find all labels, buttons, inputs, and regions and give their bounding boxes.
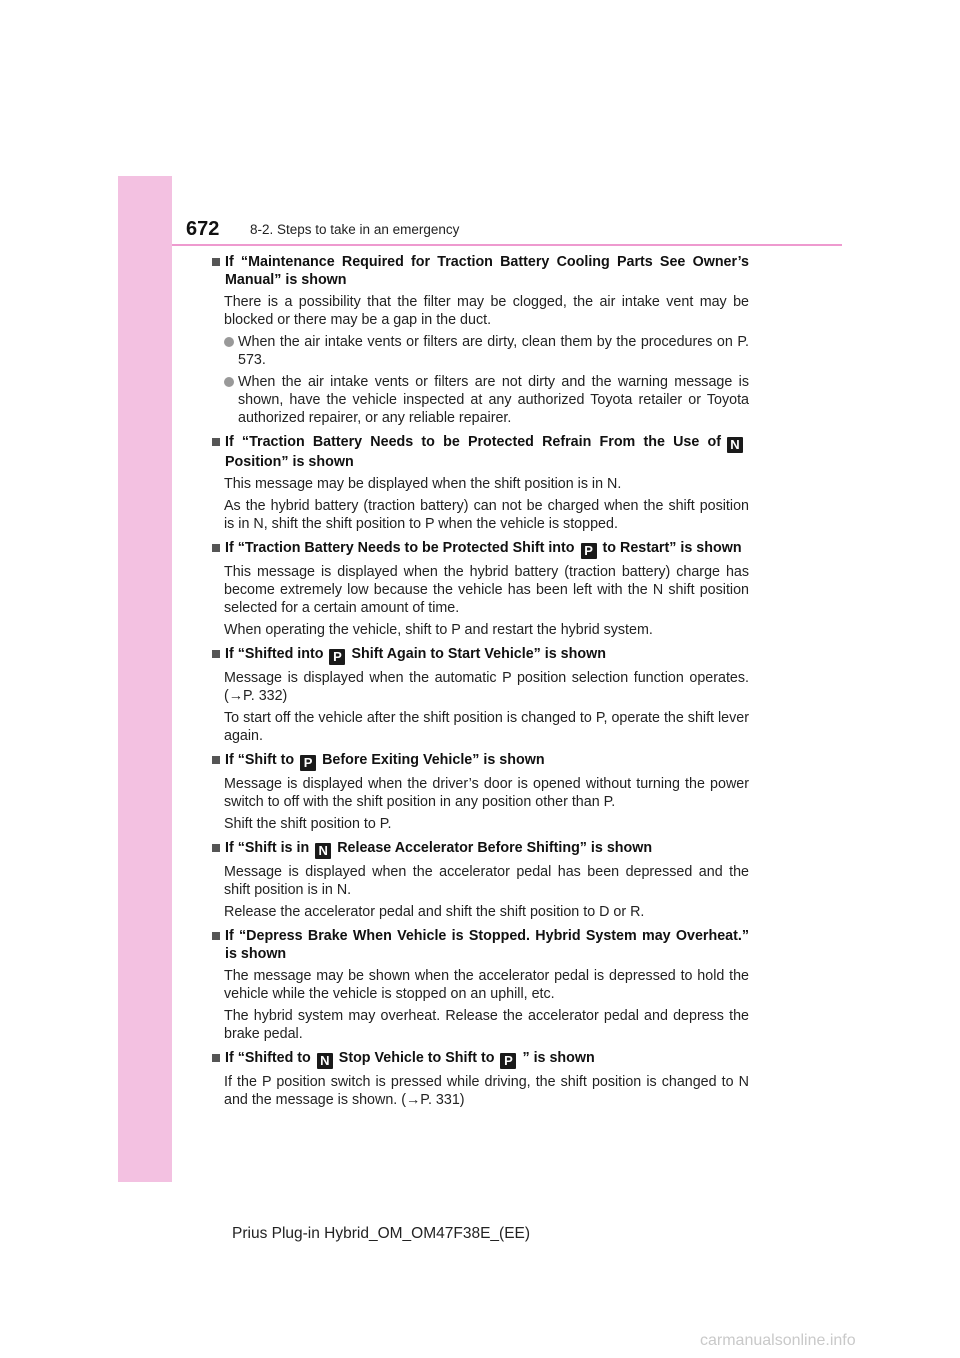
shift-n-indicator-icon: N <box>317 1053 333 1069</box>
shift-n-indicator-icon: N <box>727 437 743 453</box>
square-bullet-icon <box>212 650 220 658</box>
square-bullet-icon <box>212 544 220 552</box>
paragraph: As the hybrid battery (traction battery) can not be charged when the shift position is in N, shift the shift position to P when the vehicle is stopped. <box>224 498 749 532</box>
section-heading: If “Shift is in N Release Accelerator Before Shifting” is shown <box>212 839 749 859</box>
square-bullet-icon <box>212 756 220 764</box>
watermark: carmanualsonline.info <box>700 1332 856 1349</box>
paragraph: The message may be shown when the accelerator pedal is depressed to hold the vehicle while the vehicle is stopped on an uphill, etc. <box>224 968 749 1002</box>
paragraph: To start off the vehicle after the shift position is changed to P, operate the shift lever again. <box>224 710 749 744</box>
section-heading: If “Maintenance Required for Traction Battery Cooling Parts See Owner’s Manual” is shown <box>212 253 749 289</box>
section-refrain-n-position <box>212 433 749 533</box>
paragraph: There is a possibility that the filter may be clogged, the air intake vent may be blocked or there may be a gap in the duct. <box>224 294 749 328</box>
paragraph: When operating the vehicle, shift to P and restart the hybrid system. <box>224 622 653 638</box>
paragraph: Message is displayed when the driver’s door is opened without turning the power switch to off with the shift position in any position other than P. <box>224 776 749 810</box>
page-number: 672 <box>186 218 220 240</box>
paragraph: Release the accelerator pedal and shift the shift position to D or R. <box>224 904 645 920</box>
chapter-title: 8-2. Steps to take in an emergency <box>250 222 460 237</box>
section-heading: If “Shifted to N Stop Vehicle to Shift to P ” is shown <box>212 1049 749 1069</box>
section-heading: If “Shift to P Before Exiting Vehicle” is shown <box>212 751 749 771</box>
section-depress-brake <box>212 927 749 1043</box>
shift-p-indicator-icon: P <box>581 543 597 559</box>
section-cooling-parts <box>212 253 749 427</box>
section-heading: If “Depress Brake When Vehicle is Stopped. Hybrid System may Overheat.” is shown <box>212 927 749 963</box>
bullet-item: When the air intake vents or filters are dirty, clean them by the procedures on P. 573. <box>224 333 749 369</box>
sidebar-tab <box>118 176 172 1182</box>
paragraph: This message may be displayed when the shift position is in N. <box>224 476 622 492</box>
section-heading: If “Shifted into P Shift Again to Start Vehicle” is shown <box>212 645 749 665</box>
header-rule <box>172 244 842 246</box>
square-bullet-icon <box>212 438 220 446</box>
section-shift-into-p-restart <box>212 539 749 639</box>
square-bullet-icon <box>212 844 220 852</box>
paragraph: This message is displayed when the hybrid battery (traction battery) charge has become extremely low because the vehicle has been left with the N shift position selected for a certain amount of time. <box>224 564 749 616</box>
square-bullet-icon <box>212 932 220 940</box>
section-shifted-to-n-stop-vehicle <box>212 1049 749 1109</box>
page-content <box>212 253 749 1115</box>
square-bullet-icon <box>212 258 220 266</box>
circle-bullet-icon <box>224 377 234 387</box>
bullet-item: When the air intake vents or filters are not dirty and the warning message is shown, have the vehicle inspected at any authorized Toyota retailer or Toyota authorized repairer, or any reliable repairer. <box>224 373 749 427</box>
square-bullet-icon <box>212 1054 220 1062</box>
circle-bullet-icon <box>224 337 234 347</box>
paragraph: If the P position switch is pressed while driving, the shift position is changed to N and the message is shown. (→P. 331) <box>224 1074 749 1108</box>
paragraph: Message is displayed when the accelerator pedal has been depressed and the shift position is in N. <box>224 864 749 898</box>
shift-p-indicator-icon: P <box>500 1053 516 1069</box>
section-heading: If “Traction Battery Needs to be Protected Shift into P to Restart” is shown <box>212 539 749 559</box>
manual-id: Prius Plug-in Hybrid_OM_OM47F38E_(EE) <box>232 1225 531 1242</box>
paragraph: The hybrid system may overheat. Release the accelerator pedal and depress the brake pedal. <box>224 1008 749 1042</box>
section-shifted-into-p <box>212 645 749 745</box>
shift-p-indicator-icon: P <box>329 649 345 665</box>
section-shift-to-p-before-exiting <box>212 751 749 833</box>
shift-p-indicator-icon: P <box>300 755 316 771</box>
section-shift-is-in-n <box>212 839 749 921</box>
paragraph: Message is displayed when the automatic P position selection function operates. (→P. 332) <box>224 670 749 704</box>
paragraph: Shift the shift position to P. <box>224 816 392 832</box>
shift-n-indicator-icon: N <box>315 843 331 859</box>
section-heading: If “Traction Battery Needs to be Protected Refrain From the Use of NPosition” is shown <box>212 433 749 471</box>
